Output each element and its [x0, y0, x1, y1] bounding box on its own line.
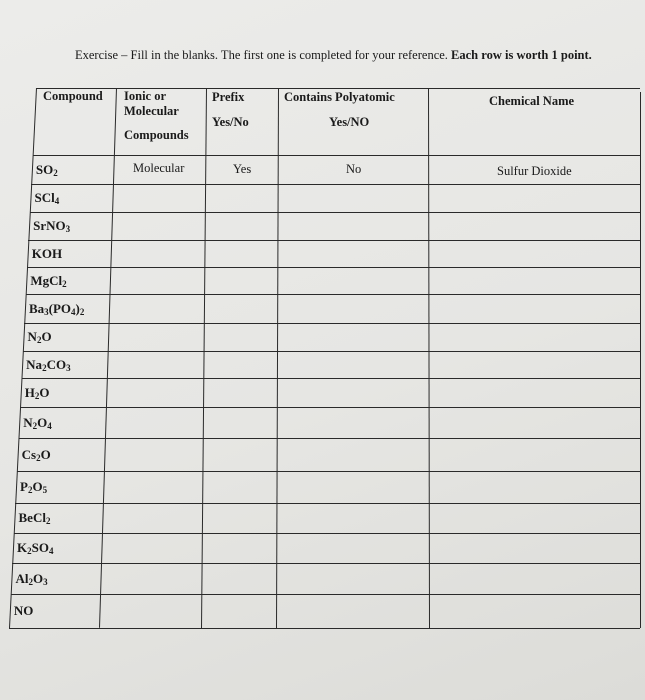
table-rule [28, 240, 640, 241]
compound-formula: $P_2O_5$ [20, 479, 48, 495]
compound-formula: SCl$_4$ [34, 190, 60, 206]
header-compound: Compound [43, 89, 103, 103]
compound-formula: $Al_2O_3$ [15, 570, 48, 587]
table-rule [12, 563, 640, 564]
header-polyatomic-label: Contains Polyatomic [284, 90, 395, 104]
compound-formula: $N_2O$ [27, 329, 52, 345]
table-rule [17, 471, 640, 472]
table-column-rule [99, 88, 117, 628]
header-prefix [212, 90, 262, 130]
compound-formula: $K_2SO_4$ [17, 540, 54, 556]
table-rule [19, 438, 641, 439]
table-rule [24, 323, 640, 324]
table-rule [15, 503, 640, 504]
example-chemical-name: Sulfur Dioxide [497, 164, 572, 178]
compound-formula: $Cs_2O$ [21, 446, 51, 463]
table-rule [26, 294, 640, 295]
table-rule [23, 351, 640, 352]
example-type: Molecular [133, 161, 185, 175]
table-rule [9, 628, 640, 629]
compound-formula: MgCl$_2$ [30, 272, 67, 289]
compound-formula: $Ba_3(PO_4)_2$ [28, 300, 85, 317]
table-rule [22, 378, 641, 379]
table-rule [14, 533, 640, 534]
table-column-rule [428, 88, 430, 628]
example-prefix: Yes [233, 162, 252, 176]
compound-formula: NO [13, 603, 34, 618]
header-ionic-line3: Compounds [124, 128, 189, 142]
table-rule [33, 155, 640, 156]
example-polyatomic: No [346, 162, 362, 176]
table-column-rule [640, 92, 641, 628]
compound-formula: $H_2O$ [24, 384, 50, 401]
table-rule [30, 212, 640, 213]
header-ionic-line2: Molecular [124, 104, 179, 118]
header-ionic-or-molecular [124, 89, 189, 143]
table-rule [20, 407, 640, 408]
table-column-rule [276, 88, 279, 628]
header-chemical-name: Chemical Name [489, 94, 575, 108]
compound-formula: $N_2O_4$ [23, 414, 52, 431]
compound-formula: $Na_2CO_3$ [26, 356, 71, 373]
table-rule [31, 184, 640, 185]
header-prefix-sub: Yes/No [212, 115, 249, 129]
compound-formula: $SO_2$ [35, 161, 58, 178]
header-polyatomic-sub: Yes/NO [329, 115, 370, 129]
table-rule [11, 594, 640, 595]
table-column-rule [201, 88, 207, 628]
compound-formula: BeCl$_2$ [18, 510, 51, 526]
header-ionic-line1: Ionic or [124, 89, 167, 103]
compound-formula: SrNO$_3$ [33, 218, 71, 234]
instructions-points: Each row is worth 1 point. [451, 48, 592, 62]
header-prefix-label: Prefix [212, 90, 245, 104]
table-rule [36, 88, 640, 89]
compound-formula: KOH [31, 245, 63, 261]
table-rule [27, 267, 640, 268]
header-polyatomic [284, 90, 424, 130]
instructions-text: Exercise – Fill in the blanks. The first one is completed for your reference. [75, 48, 452, 62]
